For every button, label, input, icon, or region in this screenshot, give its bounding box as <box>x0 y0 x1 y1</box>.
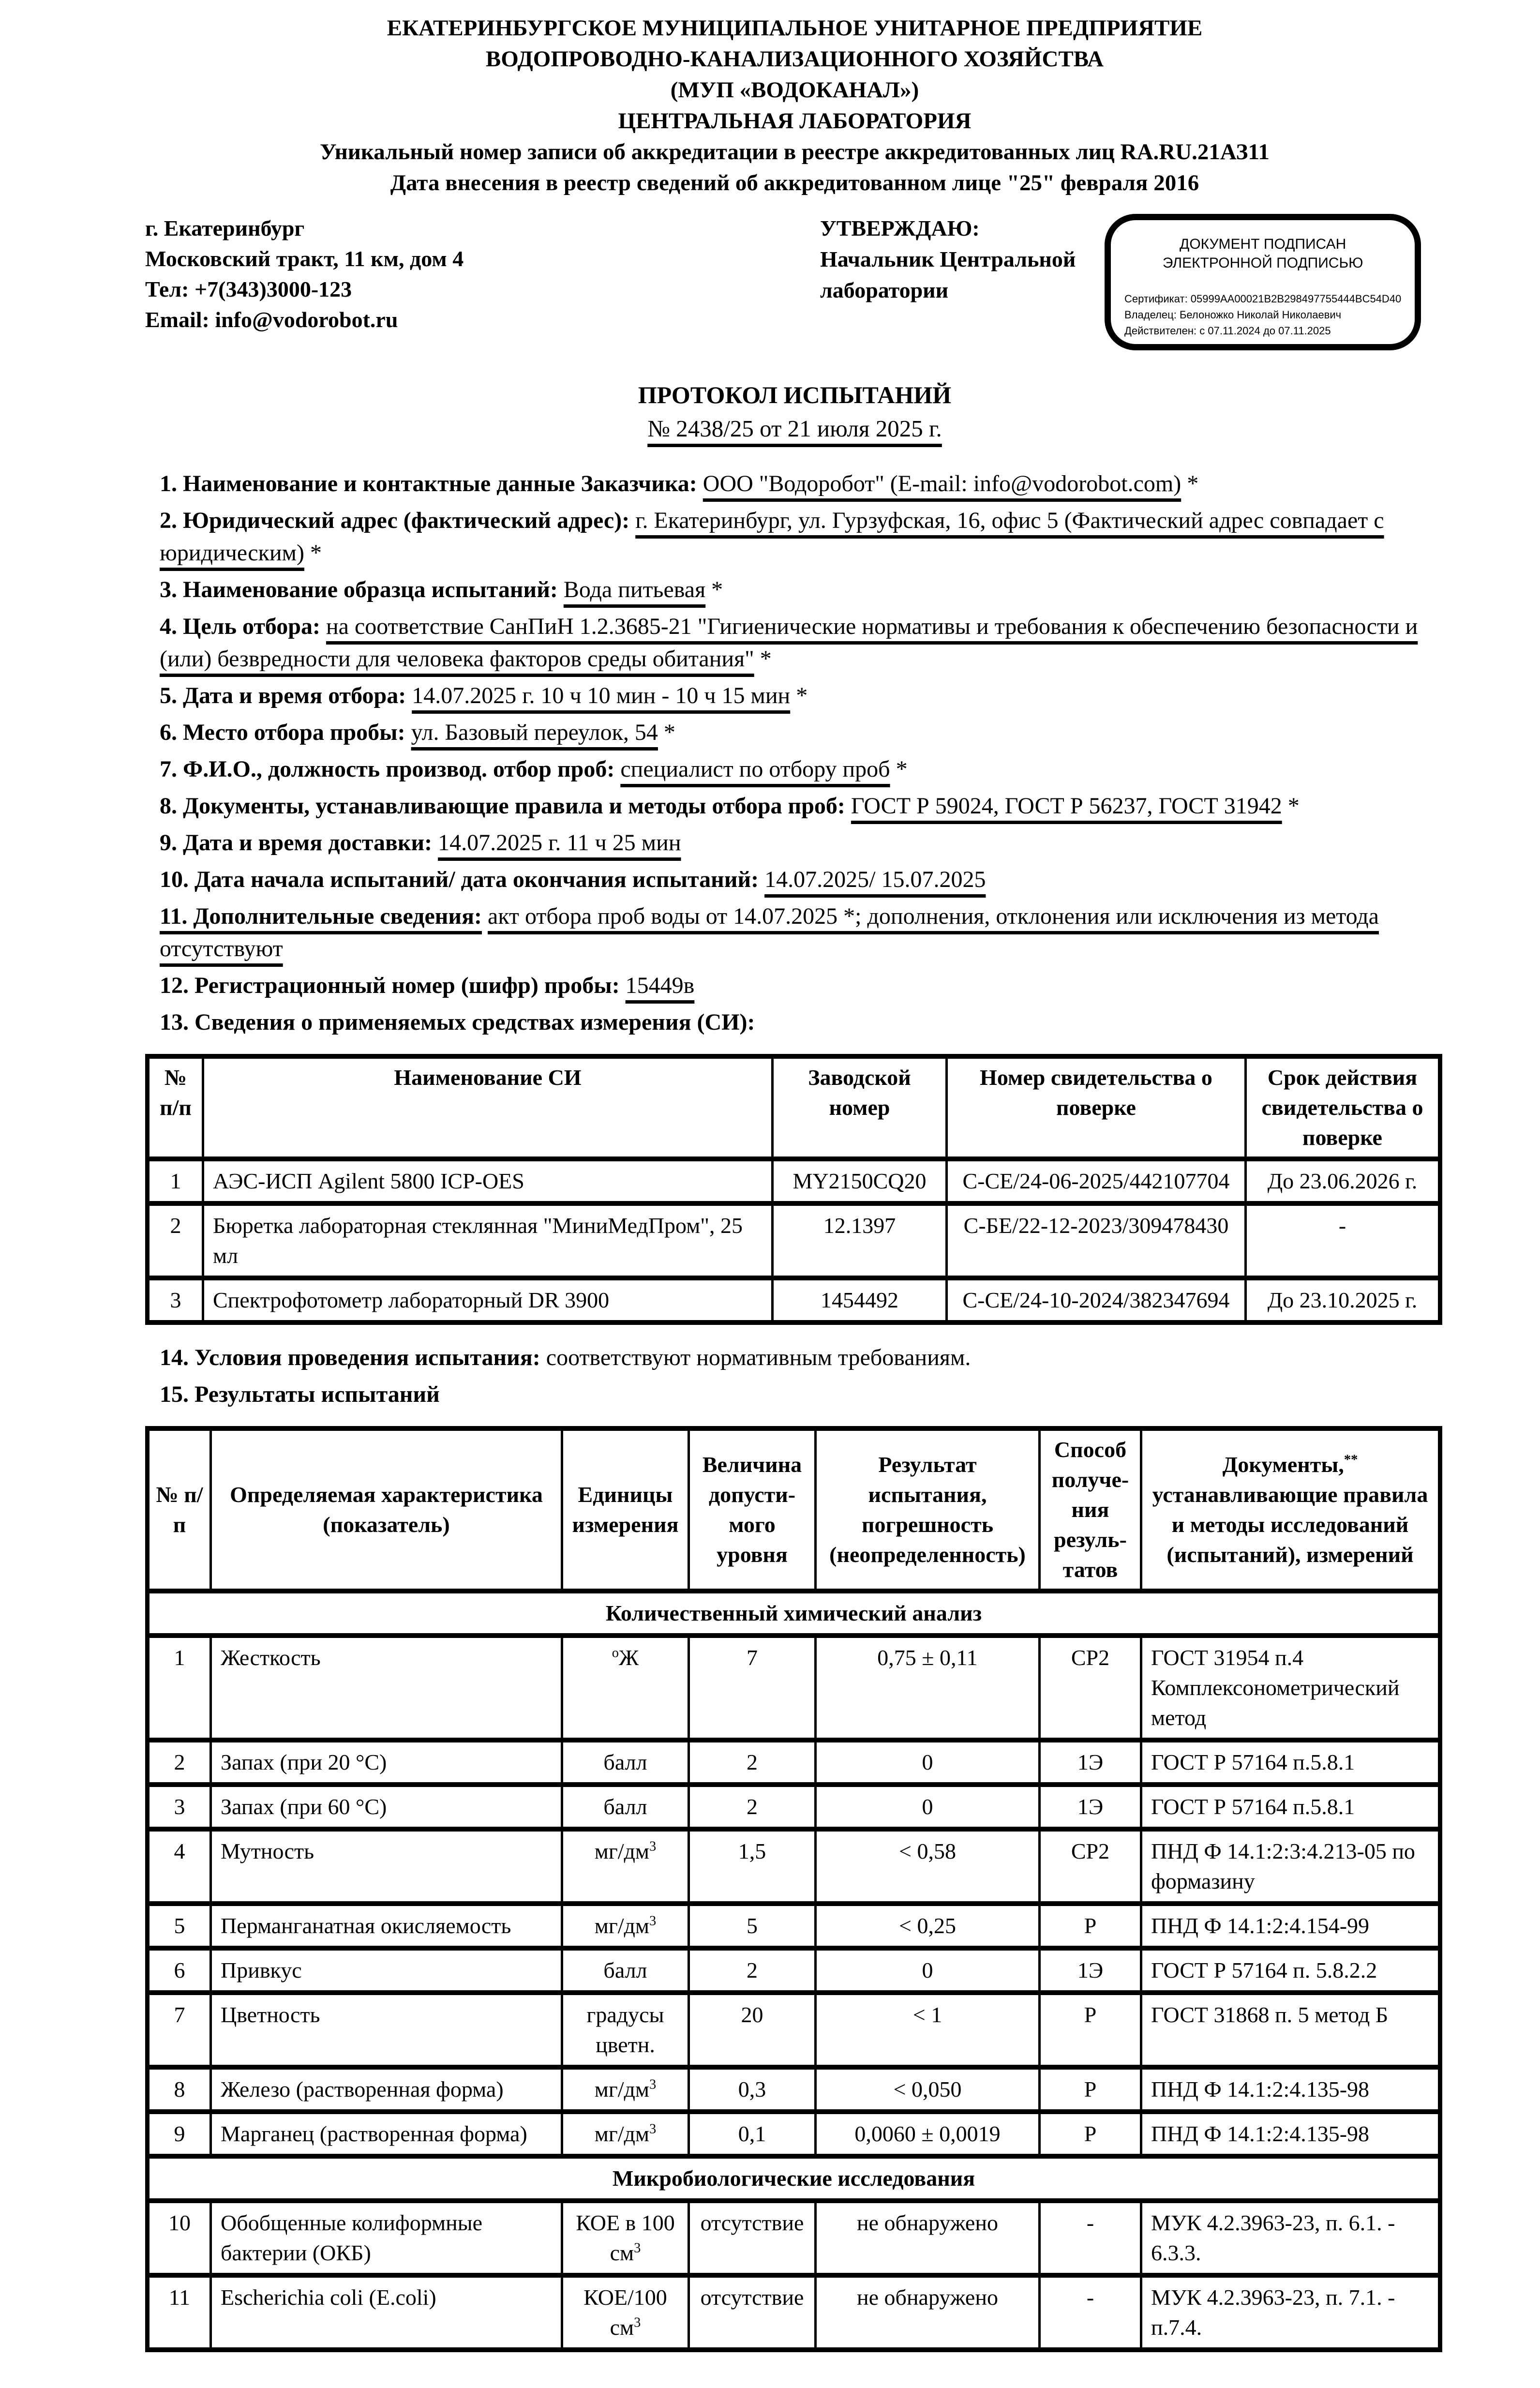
field-sampler-name: 7. Ф.И.О., должность производ. отбор проб: специалист по отбору проб * <box>160 756 908 782</box>
result-row-6: 6 Привкус балл 2 0 1Э ГОСТ Р 57164 п. 5.8.2.2 <box>148 1948 1440 1993</box>
field-test-dates: 10. Дата начала испытаний/ дата окончания испытаний: 14.07.2025/ 15.07.2025 <box>160 867 986 892</box>
si-header-num: № п/п <box>148 1056 203 1159</box>
protocol-title-block <box>145 378 1444 446</box>
field-sampling-purpose: 4. Цель отбора: на соответствие СанПиН 1.2.3685-21 "Гигиенические нормативы и требования к обеспечению безопасности и (или) безвредности для человека факторов среды обитания" * <box>160 614 1418 672</box>
approval-block <box>820 213 1097 306</box>
unit-cell: балл <box>562 1785 689 1829</box>
si-header-name: Наименование СИ <box>203 1056 773 1159</box>
org-name-line-4: ЦЕНТРАЛЬНАЯ ЛАБОРАТОРИЯ <box>618 108 972 134</box>
unit-cell: $мг/дм^3$ <box>562 1904 689 1948</box>
field-customer: 1. Наименование и контактные данные Заказчика: ООО "Водоробот" (E-mail: info@vodorobot.com) * <box>160 471 1199 496</box>
section-micro-title: Микробиологические исследования <box>148 2156 1440 2201</box>
stamp-title <box>1124 235 1401 272</box>
field-measuring-instruments: 13. Сведения о применяемых средствах измерения (СИ): <box>160 1009 755 1035</box>
result-row-2: 2 Запах (при 20 °С) балл 2 0 1Э ГОСТ Р 57164 п.5.8.1 <box>148 1740 1440 1785</box>
field-sampling-place-value: ул. Базовый переулок, 54 <box>411 720 658 745</box>
field-sampling-purpose-value: на соответствие СанПиН 1.2.3685-21 "Гигиенические нормативы и требования к обеспечению безопасности и (или) безвредности для человека факторов среды обитания" <box>160 614 1418 672</box>
si-row-1: 1 АЭС-ИСП Agilent 5800 ICP-OES MY2150CQ20 С-СЕ/24-06-2025/442107704 До 23.06.2026 г. <box>148 1159 1440 1203</box>
field-delivery-datetime-value: 14.07.2025 г. 11 ч 25 мин <box>438 830 681 856</box>
unit-cell: балл <box>562 1948 689 1993</box>
accreditation-number-line: Уникальный номер записи об аккредитации в реестре аккредитованных лиц RA.RU.21АЗ11 <box>320 139 1270 165</box>
protocol-title: ПРОТОКОЛ ИСПЫТАНИЙ <box>638 381 952 408</box>
unit-cell: $мг/дм^3$ <box>562 2112 689 2156</box>
result-row-8: 8 Железо (растворенная форма) $мг/дм^3$ 0,3 < 0,050 Р ПНД Ф 14.1:2:4.135-98 <box>148 2067 1440 2112</box>
field-test-dates-value: 14.07.2025/ 15.07.2025 <box>764 867 986 892</box>
field-sampling-datetime: 5. Дата и время отбора: 14.07.2025 г. 10 ч 10 мин - 10 ч 15 мин * <box>160 683 808 708</box>
si-header-serial: Заводской номер <box>773 1056 947 1159</box>
stamp-title-line-1: ДОКУМЕНТ ПОДПИСАН <box>1180 236 1346 252</box>
stamp-owner: Владелец: Белоножко Николай Николаевич <box>1124 309 1342 321</box>
results-header-result: Результат испытания, погрешность (неопределенность) <box>816 1428 1040 1591</box>
result-row-5: 5 Перманганатная окисляемость $мг/дм^3$ 5 < 0,25 Р ПНД Ф 14.1:2:4.154-99 <box>148 1904 1440 1948</box>
field-sample-name: 3. Наименование образца испытаний: Вода питьевая * <box>160 577 723 602</box>
results-header-docs: Документы,** устанавливающие правила и методы исследований (испытаний), измерений <box>1141 1428 1440 1591</box>
unit-cell: $^о$Ж <box>562 1636 689 1740</box>
lab-contacts-block <box>145 213 820 335</box>
field-sampling-docs-value: ГОСТ Р 59024, ГОСТ Р 56237, ГОСТ 31942 <box>851 793 1282 819</box>
measuring-instruments-table <box>145 1054 1442 1325</box>
field-sampling-docs: 8. Документы, устанавливающие правила и методы отбора проб: ГОСТ Р 59024, ГОСТ Р 56237, ГОСТ 31942 * <box>160 793 1300 819</box>
unit-cell: $мг/дм^3$ <box>562 1829 689 1904</box>
org-name-line-3: (МУП «ВОДОКАНАЛ») <box>670 77 919 103</box>
result-row-1: 1 Жесткость $^о$Ж 7 0,75 ± 0,11 СР2 ГОСТ 31954 п.4 Комплексонометрический метод <box>148 1636 1440 1740</box>
si-header-validity: Срок действия свидетельства о поверке <box>1246 1056 1440 1159</box>
field-registration-number: 12. Регистрационный номер (шифр) пробы: 15449в <box>160 973 695 998</box>
stamp-validity: Действителен: с 07.11.2024 до 07.11.2025 <box>1124 325 1331 337</box>
field-sampling-place: 6. Место отбора пробы: ул. Базовый переулок, 54 * <box>160 720 675 745</box>
contact-phone: Тел: +7(343)3000-123 <box>145 277 352 301</box>
results-header-limit: Величина допусти- мого уровня <box>689 1428 816 1591</box>
section-chemical-title: Количественный химический анализ <box>148 1591 1440 1636</box>
digital-signature-stamp <box>1105 214 1421 350</box>
unit-cell: КОЕ/100 $см^3$ <box>562 2275 689 2350</box>
org-name-line-1: ЕКАТЕРИНБУРГСКОЕ МУНИЦИПАЛЬНОЕ УНИТАРНОЕ ПРЕДПРИЯТИЕ <box>387 15 1203 41</box>
contact-city: г. Екатеринбург <box>145 216 305 240</box>
field-test-conditions: 14. Условия проведения испытания: соответствуют нормативным требованиям. <box>160 1345 971 1370</box>
approval-position: Начальник Центральной лаборатории <box>820 247 1076 302</box>
field-sample-name-value: Вода питьевая <box>563 577 706 602</box>
field-legal-address-value: г. Екатеринбург, ул. Гурзуфская, 16, офис 5 (Фактический адрес совпадает с юридическим) <box>160 508 1384 566</box>
result-row-4: 4 Мутность $мг/дм^3$ 1,5 < 0,58 СР2 ПНД Ф 14.1:2:3:4.213-05 по формазину <box>148 1829 1440 1904</box>
field-customer-value: ООО "Водоробот" (E-mail: info@vodorobot.com) <box>703 471 1181 496</box>
field-additional-info-value: акт отбора проб воды от 14.07.2025 *; дополнения, отклонения или исключения из метода отсутствуют <box>160 903 1379 961</box>
stamp-certificate: Сертификат: 05999AA00021B2B298497755444BC54D40 <box>1124 293 1402 305</box>
protocol-fields <box>145 467 1444 1038</box>
field-additional-info: 11. Дополнительные сведения: акт отбора проб воды от 14.07.2025 *; дополнения, отклонения или исключения из метода отсутствуют <box>160 903 1379 961</box>
unit-cell: балл <box>562 1740 689 1785</box>
unit-cell: КОЕ в 100 $см^3$ <box>562 2201 689 2275</box>
unit-cell: $мг/дм^3$ <box>562 2067 689 2112</box>
stamp-title-line-2: ЭЛЕКТРОННОЙ ПОДПИСЬЮ <box>1162 255 1363 271</box>
result-row-9: 9 Марганец (растворенная форма) $мг/дм^3$ 0,1 0,0060 ± 0,0019 Р ПНД Ф 14.1:2:4.135-98 <box>148 2112 1440 2156</box>
field-delivery-datetime: 9. Дата и время доставки: 14.07.2025 г. 11 ч 25 мин <box>160 830 681 856</box>
result-row-11: 11 Escherichia coli (E.coli) КОЕ/100 $см^3$ отсутствие не обнаружено - МУК 4.2.3963-23, п. 7.1. - п.7.4. <box>148 2275 1440 2350</box>
results-header-characteristic: Определяемая характеристика (показатель) <box>211 1428 562 1591</box>
field-sampling-datetime-value: 14.07.2025 г. 10 ч 10 мин - 10 ч 15 мин <box>412 683 791 708</box>
result-row-10: 10 Обобщенные колиформные бактерии (ОКБ) КОЕ в 100 $см^3$ отсутствие не обнаружено - МУК 4.2.3963-23, п. 6.1. - 6.3.3. <box>148 2201 1440 2275</box>
unit-cell: градусы цветн. <box>562 1993 689 2067</box>
results-header-units: Единицы измерения <box>562 1428 689 1591</box>
protocol-number-value: № 2438/25 от 21 июля 2025 г. <box>647 415 942 442</box>
field-test-results-heading: 15. Результаты испытаний <box>160 1382 440 1407</box>
si-header-row <box>148 1056 1440 1159</box>
field-registration-number-value: 15449в <box>625 973 695 998</box>
field-legal-address: 2. Юридический адрес (фактический адрес): г. Екатеринбург, ул. Гурзуфская, 16, офис 5 (Фактический адрес совпадает с юридическим) * <box>160 508 1384 566</box>
contact-email: Email: info@vodorobot.ru <box>145 307 398 332</box>
section-chemical-row <box>148 1591 1440 1636</box>
results-header-method: Способ получе- ния резуль- татов <box>1040 1428 1141 1591</box>
header-row <box>145 213 1444 350</box>
section-micro-row <box>148 2156 1440 2201</box>
result-row-7: 7 Цветность градусы цветн. 20 < 1 Р ГОСТ 31868 п. 5 метод Б <box>148 1993 1440 2067</box>
si-row-3: 3 Спектрофотометр лабораторный DR 3900 1454492 С-СЕ/24-10-2024/382347694 До 23.10.2025 г. <box>148 1278 1440 1322</box>
field-test-conditions-value: соответствуют нормативным требованиям. <box>546 1345 971 1370</box>
result-row-3: 3 Запах (при 60 °С) балл 2 0 1Э ГОСТ Р 57164 п.5.8.1 <box>148 1785 1440 1829</box>
approval-title: УТВЕРЖДАЮ: <box>820 216 980 240</box>
org-header <box>145 13 1444 198</box>
registry-date-line: Дата внесения в реестр сведений об аккредитованном лице "25" февраля 2016 <box>390 170 1199 195</box>
protocol-number-line <box>145 411 1444 446</box>
results-header-row <box>148 1428 1440 1591</box>
stamp-details <box>1124 291 1401 339</box>
si-row-2: 2 Бюретка лабораторная стеклянная "МиниМедПром", 25 мл 12.1397 С-БЕ/22-12-2023/309478430 - <box>148 1203 1440 1278</box>
si-header-certificate: Номер свидетельства о поверке <box>947 1056 1246 1159</box>
results-header-num: № п/п <box>148 1428 211 1591</box>
contact-address: Московский тракт, 11 км, дом 4 <box>145 246 464 271</box>
org-name-line-2: ВОДОПРОВОДНО-КАНАЛИЗАЦИОННОГО ХОЗЯЙСТВА <box>485 46 1104 72</box>
test-results-table <box>145 1426 1442 2352</box>
field-sampler-name-value: специалист по отбору проб <box>620 756 890 782</box>
